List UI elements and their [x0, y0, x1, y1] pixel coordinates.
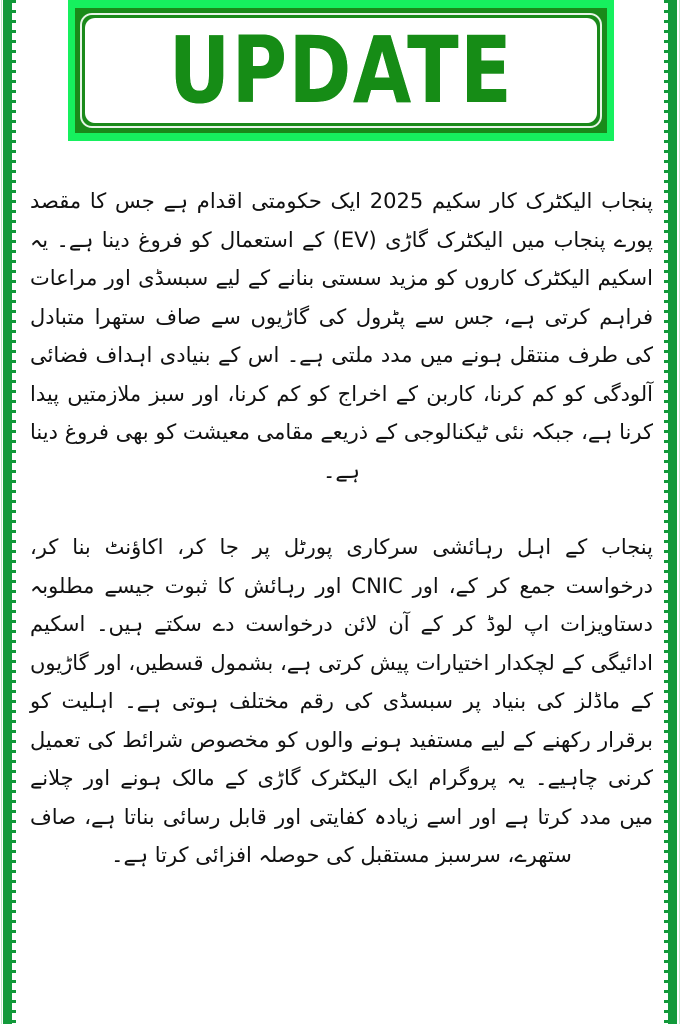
- stamp-frame: [75, 8, 607, 133]
- article-body: [30, 182, 653, 875]
- right-decorative-border: [668, 0, 677, 1024]
- left-decorative-border: [3, 0, 12, 1024]
- banner-title: UPDATE: [168, 16, 514, 124]
- update-banner: [68, 0, 614, 141]
- stamp-panel: [85, 18, 597, 123]
- paragraph-scheme-overview: پنجاب الیکٹرک کار سکیم 2025 ایک حکومتی اقدام ہے جس کا مقصد پورے پنجاب میں الیکٹرک گاڑی (EV) کے استعمال کو فروغ دینا ہے۔ یہ اسکیم الیکٹرک کاروں کو مزید سستی بنانے کے لیے سبسڈی اور مراعات فراہم کرتی ہے، جس سے پٹرول کی گاڑیوں سے صاف ستھرا متبادل کی طرف منتقل ہونے میں مدد ملتی ہے۔ اس کے بنیادی اہداف فضائی آلودگی کو کم کرنا، کاربن کے اخراج کو کم کرنا، اور سبز ملازمتیں پیدا کرنا ہے، جبکہ نئی ٹیکنالوجی کے ذریعے مقامی معیشت کو بھی فروغ دینا ہے۔: [30, 189, 653, 483]
- paragraph-application-process: پنجاب کے اہل رہائشی سرکاری پورٹل پر جا کر، اکاؤنٹ بنا کر، درخواست جمع کر کے، اور CNIC اور رہائش کا ثبوت جیسے مطلوبہ دستاویزات اپ لوڈ کر کے آن لائن درخواست دے سکتے ہیں۔ اسکیم ادائیگی کے لچکدار اختیارات پیش کرتی ہے، بشمول قسطیں، اور گاڑیوں کے ماڈلز کی بنیاد پر سبسڈی کی رقم مختلف ہوتی ہے۔ اہلیت کو برقرار رکھنے کے لیے مستفید ہونے والوں کو مخصوص شرائط کی تعمیل کرنی چاہیے۔ یہ پروگرام ایک الیکٹرک گاڑی کے مالک ہونے اور چلانے میں مدد کرتا ہے اور اسے زیادہ کفایتی اور قابل رسائی بناتا ہے، صاف ستھرے، سرسبز مستقبل کی حوصلہ افزائی کرتا ہے۔: [30, 535, 653, 867]
